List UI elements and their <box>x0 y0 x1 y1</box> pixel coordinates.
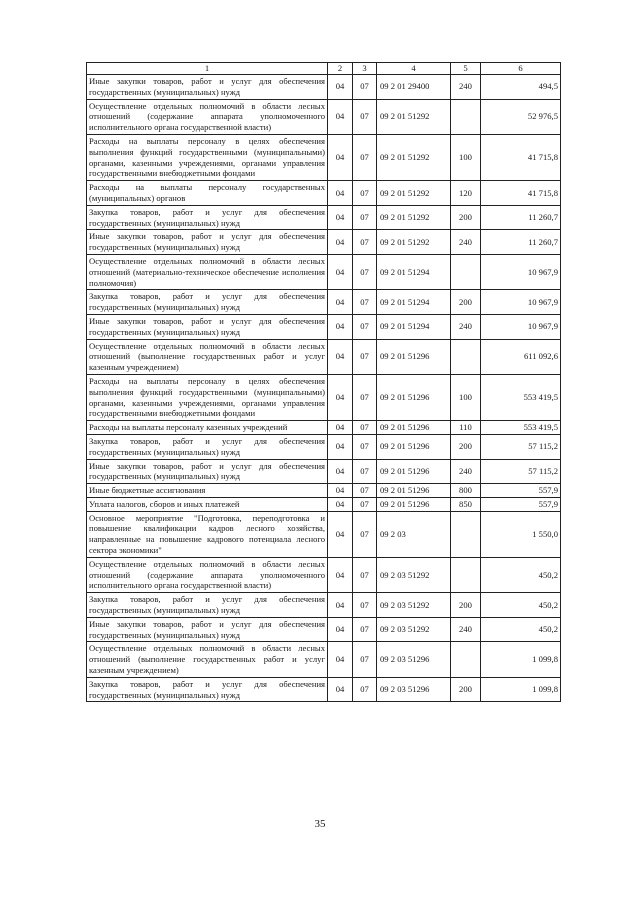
table-row <box>87 181 561 206</box>
cell-description: Осуществление отдельных полномочий в области лесных отношений (выполнение государственных работ и услуг казенным учреждением) <box>87 642 328 677</box>
cell-amount: 52 976,5 <box>481 99 561 134</box>
cell-description: Закупка товаров, работ и услуг для обеспечения государственных (муниципальных) нужд <box>87 677 328 702</box>
table-row <box>87 205 561 230</box>
budget-table-container <box>86 62 560 702</box>
cell-target-article: 09 2 03 51296 <box>377 677 451 702</box>
table-row <box>87 642 561 677</box>
table-row <box>87 290 561 315</box>
cell-expense-type: 200 <box>451 290 481 315</box>
cell-amount: 10 967,9 <box>481 254 561 289</box>
cell-section: 04 <box>328 421 353 435</box>
cell-section: 04 <box>328 75 353 100</box>
cell-subsection: 07 <box>353 593 377 618</box>
cell-section: 04 <box>328 511 353 557</box>
cell-amount: 553 419,5 <box>481 374 561 420</box>
cell-expense-type: 240 <box>451 617 481 642</box>
cell-section: 04 <box>328 617 353 642</box>
cell-section: 04 <box>328 254 353 289</box>
cell-amount: 1 099,8 <box>481 642 561 677</box>
cell-expense-type: 800 <box>451 484 481 498</box>
page-number: 35 <box>314 818 326 830</box>
cell-target-article: 09 2 01 51294 <box>377 314 451 339</box>
cell-description: Закупка товаров, работ и услуг для обеспечения государственных (муниципальных) нужд <box>87 434 328 459</box>
cell-section: 04 <box>328 339 353 374</box>
cell-description: Осуществление отдельных полномочий в области лесных отношений (материально-техническое обеспечение исполнения полномочия) <box>87 254 328 289</box>
cell-description: Расходы на выплаты персоналу государственных (муниципальных) органов <box>87 181 328 206</box>
table-row <box>87 617 561 642</box>
cell-target-article: 09 2 01 51296 <box>377 339 451 374</box>
cell-amount: 41 715,8 <box>481 181 561 206</box>
cell-target-article: 09 2 01 51296 <box>377 434 451 459</box>
cell-subsection: 07 <box>353 181 377 206</box>
cell-expense-type: 240 <box>451 75 481 100</box>
cell-subsection: 07 <box>353 99 377 134</box>
cell-subsection: 07 <box>353 459 377 484</box>
cell-expense-type: 120 <box>451 181 481 206</box>
table-row <box>87 254 561 289</box>
cell-subsection: 07 <box>353 434 377 459</box>
cell-subsection: 07 <box>353 290 377 315</box>
cell-target-article: 09 2 01 51294 <box>377 290 451 315</box>
cell-expense-type: 200 <box>451 434 481 459</box>
cell-subsection: 07 <box>353 497 377 511</box>
cell-subsection: 07 <box>353 484 377 498</box>
cell-expense-type: 200 <box>451 593 481 618</box>
table-row <box>87 75 561 100</box>
cell-section: 04 <box>328 459 353 484</box>
cell-amount: 1 099,8 <box>481 677 561 702</box>
cell-section: 04 <box>328 497 353 511</box>
table-row <box>87 677 561 702</box>
cell-target-article: 09 2 01 51292 <box>377 205 451 230</box>
cell-subsection: 07 <box>353 374 377 420</box>
header-col-1: 1 <box>87 63 328 75</box>
cell-amount: 557,9 <box>481 484 561 498</box>
cell-expense-type: 200 <box>451 677 481 702</box>
cell-target-article: 09 2 01 51292 <box>377 181 451 206</box>
cell-subsection: 07 <box>353 421 377 435</box>
cell-target-article: 09 2 03 51292 <box>377 557 451 592</box>
cell-description: Осуществление отдельных полномочий в области лесных отношений (содержание аппарата уполномоченного исполнительного органа государственной власти) <box>87 557 328 592</box>
header-col-3: 3 <box>353 63 377 75</box>
cell-subsection: 07 <box>353 75 377 100</box>
cell-section: 04 <box>328 374 353 420</box>
cell-expense-type <box>451 339 481 374</box>
cell-expense-type <box>451 642 481 677</box>
cell-section: 04 <box>328 314 353 339</box>
cell-target-article: 09 2 03 51296 <box>377 642 451 677</box>
cell-section: 04 <box>328 134 353 180</box>
cell-description: Уплата налогов, сборов и иных платежей <box>87 497 328 511</box>
table-row <box>87 99 561 134</box>
cell-expense-type: 240 <box>451 230 481 255</box>
header-col-6: 6 <box>481 63 561 75</box>
cell-target-article: 09 2 01 51292 <box>377 230 451 255</box>
table-row <box>87 434 561 459</box>
cell-subsection: 07 <box>353 557 377 592</box>
table-row <box>87 511 561 557</box>
cell-target-article: 09 2 01 51296 <box>377 497 451 511</box>
table-row <box>87 593 561 618</box>
cell-target-article: 09 2 01 29400 <box>377 75 451 100</box>
cell-description: Иные закупки товаров, работ и услуг для обеспечения государственных (муниципальных) нужд <box>87 617 328 642</box>
cell-expense-type <box>451 254 481 289</box>
cell-description: Расходы на выплаты персоналу в целях обеспечения выполнения функций государственными (муниципальными) органами, казенными учреждениями, органами управления государственными внебюджетными фондами <box>87 374 328 420</box>
table-row <box>87 421 561 435</box>
cell-amount: 10 967,9 <box>481 314 561 339</box>
cell-description: Осуществление отдельных полномочий в области лесных отношений (выполнение государственных работ и услуг казенным учреждением) <box>87 339 328 374</box>
cell-subsection: 07 <box>353 677 377 702</box>
cell-subsection: 07 <box>353 642 377 677</box>
cell-expense-type <box>451 99 481 134</box>
cell-target-article: 09 2 01 51296 <box>377 421 451 435</box>
cell-description: Закупка товаров, работ и услуг для обеспечения государственных (муниципальных) нужд <box>87 205 328 230</box>
cell-section: 04 <box>328 593 353 618</box>
cell-expense-type: 100 <box>451 374 481 420</box>
header-col-2: 2 <box>328 63 353 75</box>
cell-subsection: 07 <box>353 617 377 642</box>
cell-expense-type <box>451 557 481 592</box>
cell-target-article: 09 2 03 51292 <box>377 593 451 618</box>
table-row <box>87 374 561 420</box>
cell-amount: 41 715,8 <box>481 134 561 180</box>
cell-subsection: 07 <box>353 134 377 180</box>
cell-description: Иные закупки товаров, работ и услуг для обеспечения государственных (муниципальных) нужд <box>87 459 328 484</box>
table-row <box>87 134 561 180</box>
table-row <box>87 557 561 592</box>
cell-expense-type: 110 <box>451 421 481 435</box>
cell-amount: 553 419,5 <box>481 421 561 435</box>
cell-amount: 57 115,2 <box>481 434 561 459</box>
cell-description: Закупка товаров, работ и услуг для обеспечения государственных (муниципальных) нужд <box>87 593 328 618</box>
cell-amount: 557,9 <box>481 497 561 511</box>
table-body <box>87 75 561 702</box>
cell-section: 04 <box>328 677 353 702</box>
cell-description: Осуществление отдельных полномочий в области лесных отношений (содержание аппарата уполномоченного исполнительного органа государственной власти) <box>87 99 328 134</box>
cell-amount: 57 115,2 <box>481 459 561 484</box>
cell-expense-type: 240 <box>451 314 481 339</box>
cell-expense-type <box>451 511 481 557</box>
table-row <box>87 339 561 374</box>
cell-amount: 611 092,6 <box>481 339 561 374</box>
cell-amount: 450,2 <box>481 593 561 618</box>
table-row <box>87 230 561 255</box>
cell-amount: 494,5 <box>481 75 561 100</box>
cell-description: Иные закупки товаров, работ и услуг для обеспечения государственных (муниципальных) нужд <box>87 75 328 100</box>
cell-description: Иные закупки товаров, работ и услуг для обеспечения государственных (муниципальных) нужд <box>87 314 328 339</box>
cell-section: 04 <box>328 230 353 255</box>
cell-target-article: 09 2 01 51292 <box>377 134 451 180</box>
cell-description: Иные закупки товаров, работ и услуг для обеспечения государственных (муниципальных) нужд <box>87 230 328 255</box>
header-col-4: 4 <box>377 63 451 75</box>
cell-section: 04 <box>328 181 353 206</box>
cell-target-article: 09 2 01 51296 <box>377 459 451 484</box>
cell-amount: 450,2 <box>481 557 561 592</box>
cell-subsection: 07 <box>353 254 377 289</box>
cell-amount: 11 260,7 <box>481 205 561 230</box>
budget-table <box>86 62 561 702</box>
cell-subsection: 07 <box>353 230 377 255</box>
cell-subsection: 07 <box>353 205 377 230</box>
cell-expense-type: 240 <box>451 459 481 484</box>
table-header-row <box>87 63 561 75</box>
cell-description: Расходы на выплаты персоналу казенных учреждений <box>87 421 328 435</box>
cell-subsection: 07 <box>353 511 377 557</box>
cell-target-article: 09 2 03 <box>377 511 451 557</box>
cell-target-article: 09 2 01 51296 <box>377 484 451 498</box>
cell-target-article: 09 2 01 51294 <box>377 254 451 289</box>
cell-section: 04 <box>328 205 353 230</box>
cell-section: 04 <box>328 484 353 498</box>
cell-section: 04 <box>328 99 353 134</box>
cell-section: 04 <box>328 290 353 315</box>
cell-target-article: 09 2 01 51296 <box>377 374 451 420</box>
cell-expense-type: 200 <box>451 205 481 230</box>
cell-target-article: 09 2 03 51292 <box>377 617 451 642</box>
cell-section: 04 <box>328 642 353 677</box>
cell-subsection: 07 <box>353 339 377 374</box>
cell-subsection: 07 <box>353 314 377 339</box>
cell-description: Закупка товаров, работ и услуг для обеспечения государственных (муниципальных) нужд <box>87 290 328 315</box>
table-row <box>87 484 561 498</box>
cell-expense-type: 850 <box>451 497 481 511</box>
cell-section: 04 <box>328 434 353 459</box>
cell-amount: 10 967,9 <box>481 290 561 315</box>
cell-target-article: 09 2 01 51292 <box>377 99 451 134</box>
cell-amount: 1 550,0 <box>481 511 561 557</box>
cell-expense-type: 100 <box>451 134 481 180</box>
cell-description: Расходы на выплаты персоналу в целях обеспечения выполнения функций государственными (муниципальными) органами, казенными учреждениями, органами управления государственными внебюджетными фондами <box>87 134 328 180</box>
table-row <box>87 459 561 484</box>
table-row <box>87 314 561 339</box>
cell-amount: 450,2 <box>481 617 561 642</box>
header-col-5: 5 <box>451 63 481 75</box>
cell-description: Основное мероприятие "Подготовка, переподготовка и повышение квалификации кадров лесного хозяйства, направленные на повышение кадрового потенциала лесного сектора экономики" <box>87 511 328 557</box>
table-row <box>87 497 561 511</box>
cell-amount: 11 260,7 <box>481 230 561 255</box>
cell-section: 04 <box>328 557 353 592</box>
cell-description: Иные бюджетные ассигнования <box>87 484 328 498</box>
